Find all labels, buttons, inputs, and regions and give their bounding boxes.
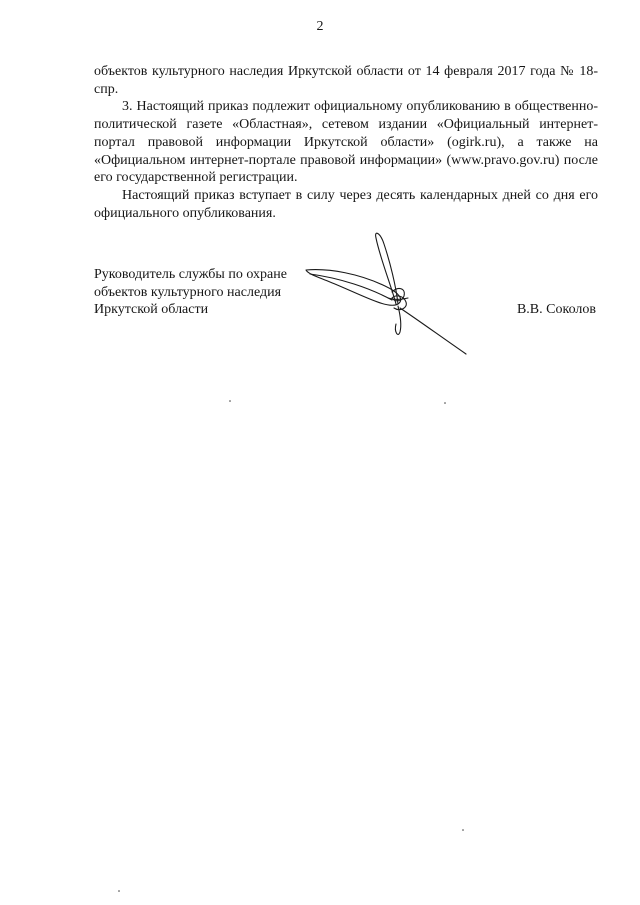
signatory-position-line: Руководитель службы по охране xyxy=(94,267,287,282)
scan-speck xyxy=(462,829,464,831)
paragraph-effective-date: Настоящий приказ вступает в силу через десять календарных дней со дня его официального опубликования. xyxy=(94,187,598,221)
page-number: 2 xyxy=(316,19,324,34)
scan-speck xyxy=(229,400,231,402)
signatory-position-line: Иркутской области xyxy=(94,302,209,318)
paragraph-continuation: объектов культурного наследия Иркутской области от 14 февраля 2017 года № 18-спр. xyxy=(94,64,598,97)
paragraph-publication: 3. Настоящий приказ подлежит официальному опубликованию в общественно-политической газете «Областная», сетевом издании «Официальный интернет-портал правовой информации Иркутской области» (ogirk.ru), а также на «Официальном интернет-портале правовой информации» (www.pravo.gov.ru) после его государственной регистрации. xyxy=(94,99,598,186)
signatory-name: В.В. Соколов xyxy=(516,302,596,318)
handwritten-signature xyxy=(300,228,470,363)
scan-speck xyxy=(118,890,120,892)
scan-speck xyxy=(444,402,446,404)
document-body xyxy=(94,63,598,222)
signatory-position-line: объектов культурного наследия xyxy=(94,284,282,300)
